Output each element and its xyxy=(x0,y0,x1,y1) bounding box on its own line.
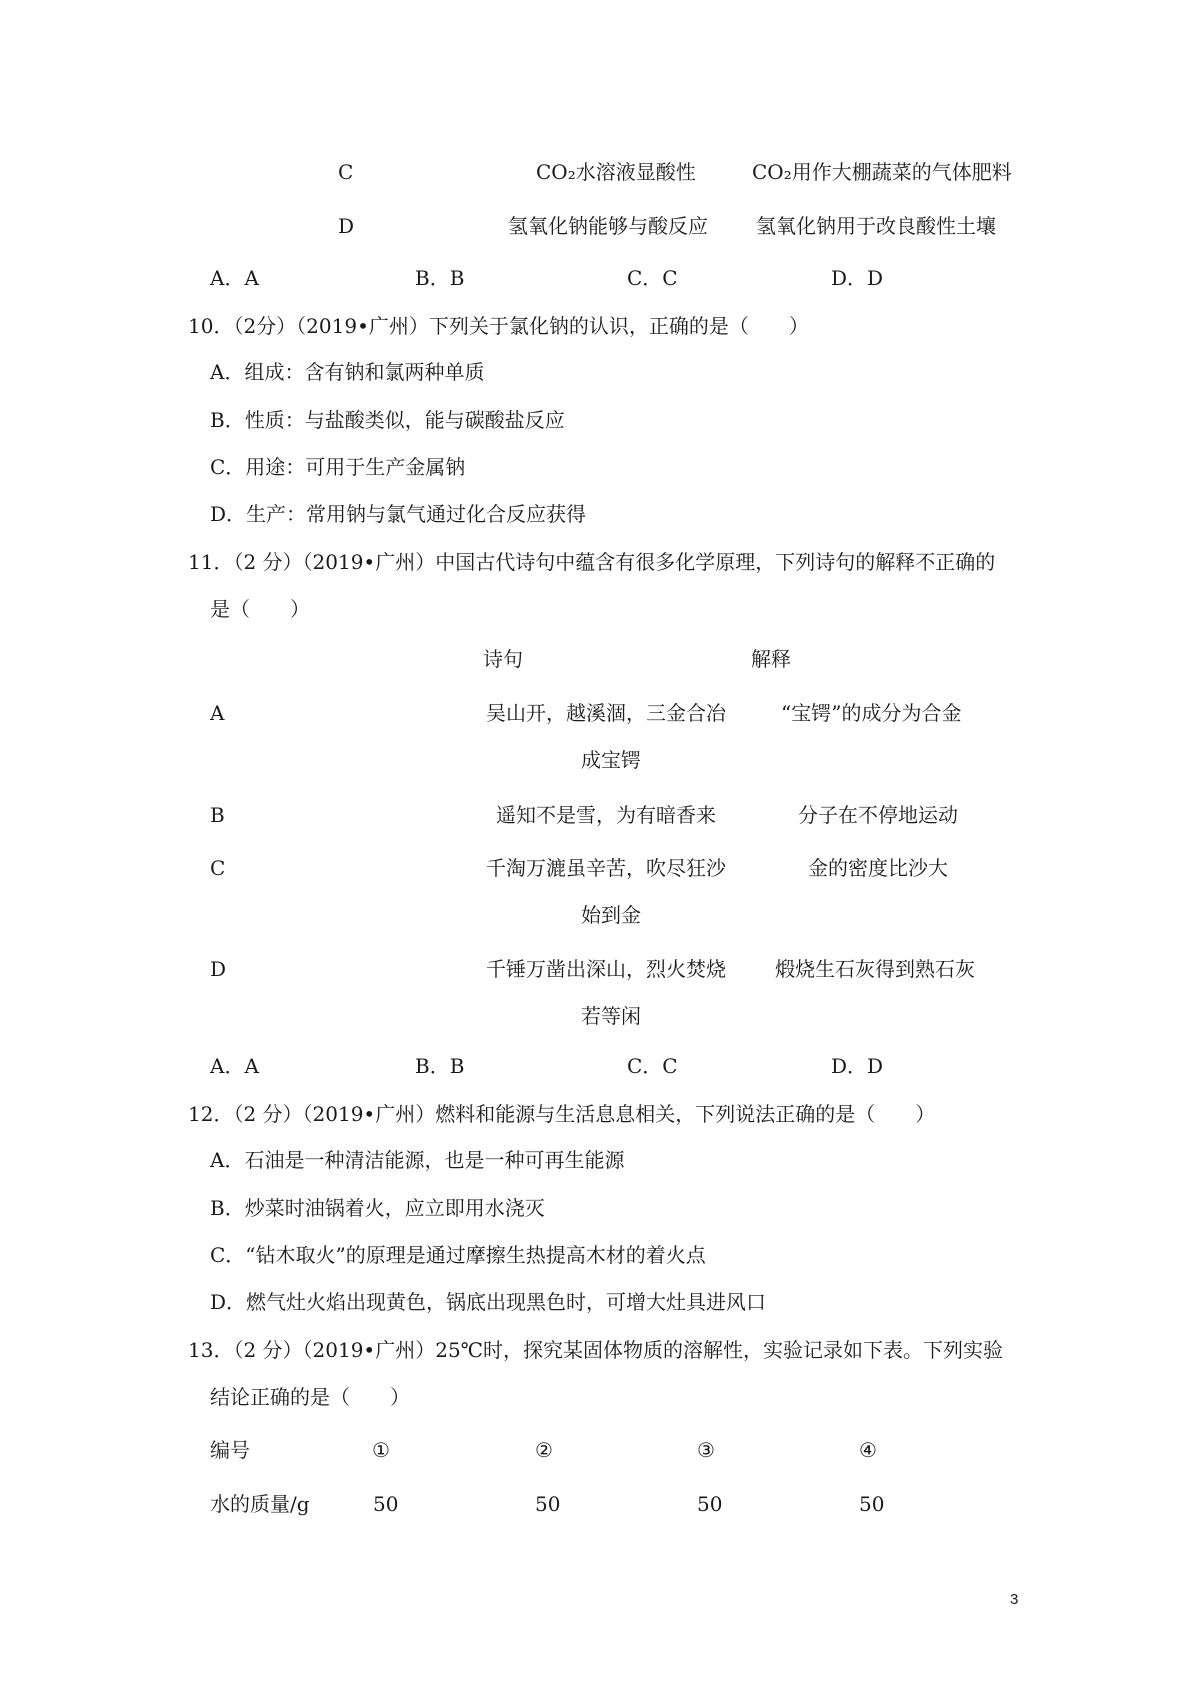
q9-row-c-use: CO₂用作大棚蔬菜的气体肥料 xyxy=(752,160,1012,184)
q11-row-a-poem-line2: 成宝锷 xyxy=(581,748,641,772)
q11-row-c-label: C xyxy=(210,856,226,880)
q11-row-d-label: D xyxy=(210,957,227,981)
q13-table-header-1: ① xyxy=(372,1438,390,1462)
q11-option-a: A．A xyxy=(210,1054,259,1078)
q9-option-b: B．B xyxy=(415,266,465,290)
q13-table-header-2: ② xyxy=(535,1438,553,1462)
q11-row-d-poem-line1: 千锤万凿出深山，烈火焚烧 xyxy=(486,957,726,981)
q11-row-a-label: A xyxy=(210,701,225,725)
q11-option-d: D．D xyxy=(831,1054,884,1078)
q10-option-b: B．性质：与盐酸类似，能与碳酸盐反应 xyxy=(210,408,565,432)
q11-row-b-poem-line1: 遥知不是雪，为有暗香来 xyxy=(496,803,716,827)
q12-option-b: B．炒菜时油锅着火，应立即用水浇灭 xyxy=(210,1196,545,1220)
q13-table-header-label: 编号 xyxy=(210,1438,250,1462)
q13-table-cell-4: 50 xyxy=(859,1492,885,1516)
q10-stem: 10．（2分）（2019•广州）下列关于氯化钠的认识，正确的是（ ） xyxy=(188,314,809,338)
q9-row-c-property: CO₂水溶液显酸性 xyxy=(536,160,696,184)
q13-table-header-3: ③ xyxy=(697,1438,715,1462)
q9-row-d-use: 氢氧化钠用于改良酸性土壤 xyxy=(756,214,996,238)
q11-row-c-explain: 金的密度比沙大 xyxy=(808,856,948,880)
q9-option-d: D．D xyxy=(831,266,884,290)
q13-table-header-4: ④ xyxy=(859,1438,877,1462)
q9-row-d-label: D xyxy=(338,214,355,238)
q13-table-cell-1: 50 xyxy=(373,1492,399,1516)
q11-header-poem: 诗句 xyxy=(483,647,523,671)
q10-option-a: A．组成：含有钠和氯两种单质 xyxy=(210,360,485,384)
q12-stem: 12．（2 分）（2019•广州）燃料和能源与生活息息相关，下列说法正确的是（ ） xyxy=(188,1102,936,1126)
q13-stem-line1: 13．（2 分）（2019•广州）25℃时，探究某固体物质的溶解性，实验记录如下表。下列实验 xyxy=(188,1338,1004,1362)
q13-table-row-label: 水的质量/g xyxy=(210,1492,310,1516)
q11-option-b: B．B xyxy=(415,1054,465,1078)
page-number: 3 xyxy=(1010,1591,1019,1608)
q12-option-a: A．石油是一种清洁能源，也是一种可再生能源 xyxy=(210,1148,625,1172)
q12-option-d: D．燃气灶火焰出现黄色，锅底出现黑色时，可增大灶具进风口 xyxy=(210,1290,767,1314)
q11-stem-line1: 11．（2 分）（2019•广州）中国古代诗句中蕴含有很多化学原理，下列诗句的解释不正确的 xyxy=(188,550,996,574)
q11-stem-line2: 是（ ） xyxy=(210,597,310,621)
q11-row-c-poem-line1: 千淘万漉虽辛苦，吹尽狂沙 xyxy=(486,856,726,880)
q11-row-b-explain: 分子在不停地运动 xyxy=(798,803,958,827)
q11-row-c-poem-line2: 始到金 xyxy=(581,903,641,927)
q9-option-c: C．C xyxy=(627,266,678,290)
q9-option-a: A．A xyxy=(210,266,259,290)
q10-option-c: C．用途：可用于生产金属钠 xyxy=(210,455,466,479)
q9-row-d-property: 氢氧化钠能够与酸反应 xyxy=(508,214,708,238)
q12-option-c: C．“钻木取火”的原理是通过摩擦生热提高木材的着火点 xyxy=(210,1243,706,1267)
q11-row-d-explain: 煅烧生石灰得到熟石灰 xyxy=(775,957,975,981)
q13-table-cell-2: 50 xyxy=(535,1492,561,1516)
q10-option-d: D．生产：常用钠与氯气通过化合反应获得 xyxy=(210,502,587,526)
q11-row-b-label: B xyxy=(210,803,225,827)
q11-row-a-explain: “宝锷”的成分为合金 xyxy=(781,701,962,725)
q11-row-d-poem-line2: 若等闲 xyxy=(581,1004,641,1028)
q11-option-c: C．C xyxy=(627,1054,678,1078)
q11-row-a-poem-line1: 吴山开，越溪涸，三金合冶 xyxy=(486,701,726,725)
q13-stem-line2: 结论正确的是（ ） xyxy=(210,1385,410,1409)
q11-header-explain: 解释 xyxy=(751,647,791,671)
q13-table-cell-3: 50 xyxy=(697,1492,723,1516)
q9-row-c-label: C xyxy=(338,160,354,184)
